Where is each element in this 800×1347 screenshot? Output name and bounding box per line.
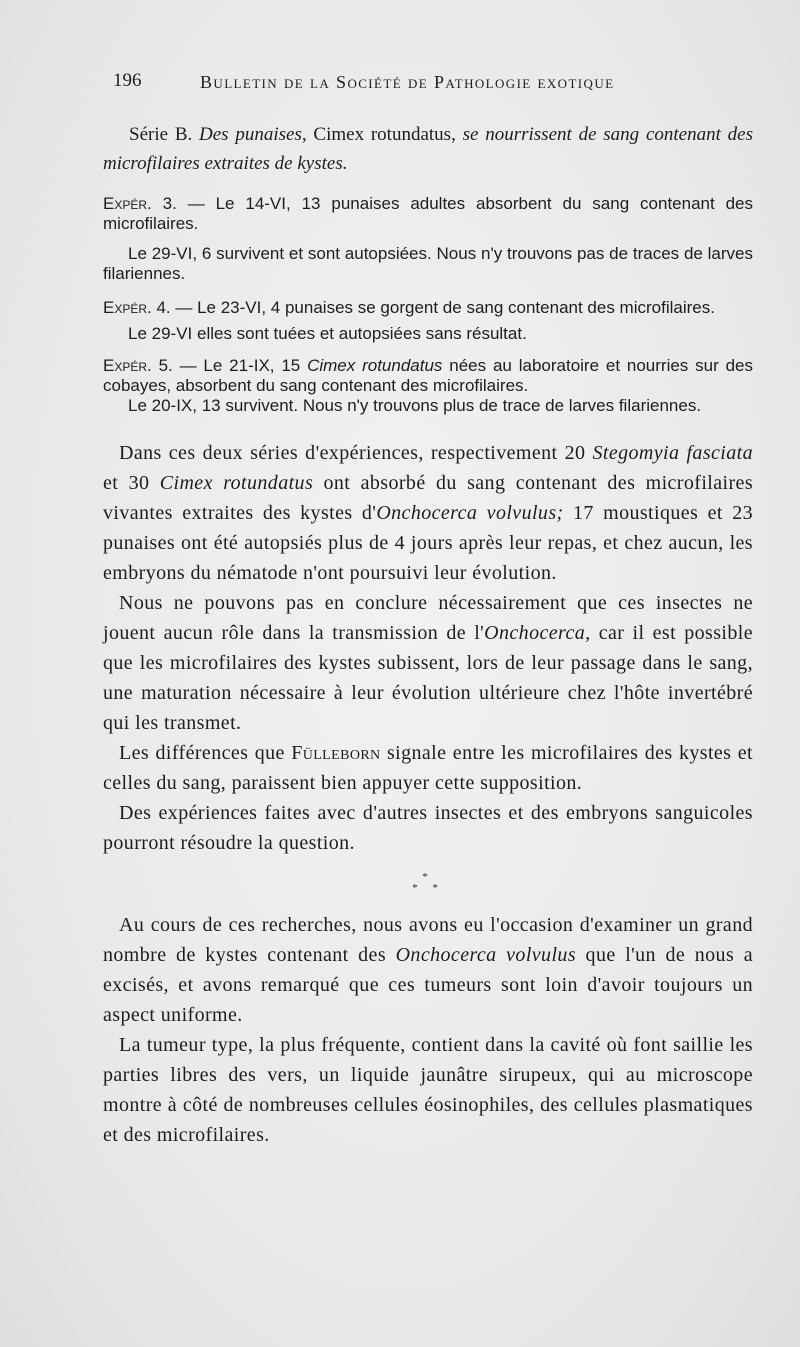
para1-species-3: Onchocerca volvulus;: [376, 502, 564, 524]
experiment-5-result: Le 20-IX, 13 survivent. Nous n'y trouvons plus de trace de larves filariennes.: [128, 396, 702, 415]
para1-species-1: Stegomyia fasciata: [592, 442, 754, 464]
serie-b-prefix: Série B.: [129, 124, 200, 145]
para3-text-1: Les différences que: [119, 742, 292, 764]
para1-species-2: Cimex rotundatus: [159, 472, 314, 494]
experiment-4-text: — Le 23-VI, 4 punaises se gorgent de sang contenant des microfilaires.: [170, 298, 715, 317]
paragraph-conclusion: [103, 588, 753, 738]
experiment-5-label: Expér. 5.: [103, 356, 173, 375]
experiment-3-result: Le 29-VI, 6 survivent et sont autopsiées. Nous n'y trouvons pas de traces de larves filariennes.: [103, 244, 753, 283]
separator-stars-bottom: * *: [412, 882, 444, 894]
experiment-5-text-before: — Le 21-IX, 15: [172, 356, 308, 375]
serie-b-heading: [103, 120, 753, 178]
experiment-4-label: Expér. 4.: [103, 298, 171, 317]
experiment-4: [103, 298, 753, 318]
experiment-5: [103, 356, 753, 396]
serie-b-italic-2: se nourrissent de sang contenant des microfilaires extraites de kystes.: [103, 124, 753, 174]
para5-species: Onchocerca volvulus: [395, 944, 576, 966]
page-body: [103, 120, 753, 1150]
para3-text-2: signale entre les microfilaires des kystes et celles du sang, paraissent bien appuyer cette supposition.: [103, 742, 753, 794]
running-title: Bulletin de la Société de Pathologie exotique: [200, 72, 615, 92]
experiment-3-label: Expér. 3.: [103, 194, 177, 213]
para5-text-2: que l'un de nous a excisés, et avons remarqué que ces tumeurs sont loin d'avoir toujours un aspect uniforme.: [103, 944, 753, 1026]
paragraph-future: Des expériences faites avec d'autres insectes et des embryons sanguicoles pourront résoudre la question.: [103, 802, 753, 854]
experiment-4-result: Le 29-VI elles sont tuées et autopsiées sans résultat.: [128, 324, 527, 343]
para5-text-1: Au cours de ces recherches, nous avons eu l'occasion d'examiner un grand nombre de kystes contenant des: [103, 914, 753, 966]
para1-text-1: Dans ces deux séries d'expériences, respectivement 20: [119, 442, 593, 464]
paragraph-fulleborn: [103, 738, 753, 798]
para1-text-2: et 30: [103, 472, 160, 494]
serie-b-species: Cimex rotundatus,: [306, 124, 463, 145]
experiment-5-species: Cimex rotundatus: [307, 356, 443, 375]
paragraph-typical-tumor: La tumeur type, la plus fréquente, contient dans la cavité où font saillie les parties libres des vers, un liquide jaunâtre sirupeux, qui au microscope montre à côté de nombreuses cellules éosinophiles, des cellules plasmatiques et des microfilaires.: [103, 1034, 753, 1146]
paragraph-results: [103, 438, 753, 588]
para1-text-4: 17 moustiques et 23 punaises ont été autopsiés plus de 4 jours après leur repas, et chez aucun, les embryons du nématode n'ont poursuivi leur évolution.: [103, 502, 753, 584]
para1-text-3: ont absorbé du sang contenant des microfilaires vivantes extraites des kystes d': [103, 472, 753, 524]
separator-star-top: *: [422, 871, 434, 883]
serie-b-italic-1: Des punaises,: [199, 124, 307, 145]
experiment-3-text: — Le 14-VI, 13 punaises adultes absorbent du sang contenant des microfilaires.: [103, 194, 754, 233]
paragraph-tumors: [103, 910, 753, 1030]
experiment-5-text-after: nées au laboratoire et nourries sur des cobayes, absorbent du sang contenant des microfilaires.: [103, 356, 753, 395]
para2-text-1: Nous ne pouvons pas en conclure nécessairement que ces insectes ne jouent aucun rôle dans la transmission de l': [103, 592, 753, 644]
para3-author: Fülleborn: [291, 742, 381, 764]
para2-genus: Onchocerca,: [484, 622, 591, 644]
page-header: [113, 70, 673, 100]
experiment-3: [103, 194, 753, 234]
section-separator: [103, 872, 753, 894]
page-number: 196: [113, 70, 142, 91]
para2-text-2: car il est possible que les microfilaires des kystes subissent, lors de leur passage dans le sang, une maturation nécessaire à leur évolution ultérieure chez l'hôte invertébré qui les transmet.: [103, 622, 753, 734]
